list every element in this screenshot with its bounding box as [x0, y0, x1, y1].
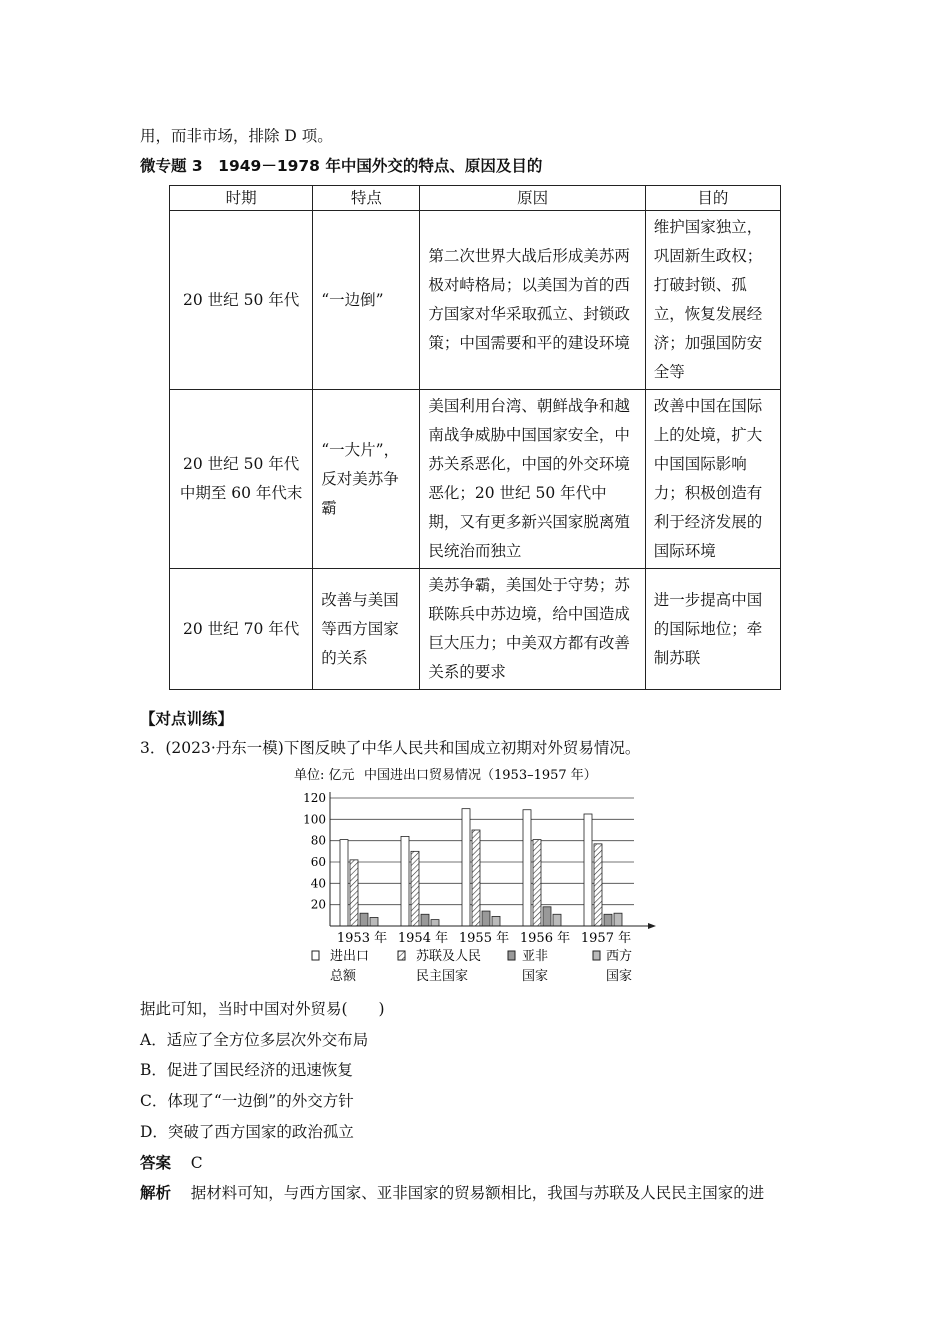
bar-western [492, 916, 500, 926]
chart-bars [340, 809, 622, 926]
analysis-line [140, 1183, 764, 1203]
y-tick-label: 40 [310, 876, 326, 891]
bar-western [553, 914, 561, 926]
x-tick-label: 1953 年 [336, 931, 388, 946]
bar-afroasian [543, 907, 551, 926]
y-tick-label: 120 [303, 791, 326, 805]
cell-reason: 美国利用台湾、朝鲜战争和越南战争威胁中国国家安全，中苏关系恶化，中国的外交环境恶化；20 世纪 50 年代中期，又有更多新兴国家脱离殖民统治而独立 [420, 390, 645, 569]
legend-swatch-western [593, 951, 600, 960]
cell-period: 20 世纪 70 年代 [170, 569, 313, 690]
answer-label: 答案 [140, 1154, 172, 1172]
table-row [170, 211, 781, 390]
chart-x-axis-arrow [648, 923, 656, 929]
question-prompt: 据此可知，当时中国对外贸易( ) [140, 1000, 385, 1018]
legend-label: 国家 [522, 969, 549, 984]
legend-label: 民主国家 [416, 969, 469, 984]
bar-soviet [472, 830, 480, 926]
legend-label: 西方 [606, 949, 633, 964]
legend-swatch-soviet [398, 951, 405, 960]
legend-label: 国家 [606, 969, 633, 984]
intro-line: 用，而非市场，排除 D 项。 [140, 127, 333, 145]
legend-label: 进出口 [330, 949, 370, 964]
legend-swatch-total [312, 951, 319, 960]
option-a: A．适应了全方位多层次外交布局 [140, 1031, 369, 1049]
bar-total [462, 809, 470, 926]
cell-period: 20 世纪 50 年代 [170, 211, 313, 390]
cell-reason: 美苏争霸，美国处于守势；苏联陈兵中苏边境，给中国造成巨大压力；中美双方都有改善关系的要求 [420, 569, 645, 690]
chart-y-ticks [303, 791, 326, 912]
table-row [170, 569, 781, 690]
bar-total [523, 810, 531, 926]
trade-bar-chart [288, 762, 668, 984]
topic-title: 微专题 3 1949－1978 年中国外交的特点、原因及目的 [140, 157, 543, 175]
header-reason: 原因 [420, 186, 645, 211]
bar-western [431, 920, 439, 926]
chart-legend [312, 948, 632, 984]
analysis-text: 据材料可知，与西方国家、亚非国家的贸易额相比，我国与苏联及人民民主国家的进 [190, 1184, 765, 1202]
option-d: D．突破了西方国家的政治孤立 [140, 1123, 354, 1141]
y-tick-label: 20 [310, 897, 326, 912]
diplomacy-table [169, 185, 781, 690]
table-header-row [170, 186, 781, 211]
legend-label: 总额 [330, 969, 357, 984]
option-b: B．促进了国民经济的迅速恢复 [140, 1061, 353, 1079]
bar-afroasian [604, 914, 612, 926]
cell-feature: “一边倒” [313, 211, 420, 390]
option-c: C．体现了“一边倒”的外交方针 [140, 1092, 354, 1110]
bar-soviet [533, 840, 541, 926]
bar-total [584, 814, 592, 926]
y-tick-label: 100 [303, 812, 326, 827]
header-goal: 目的 [645, 186, 780, 211]
bar-western [370, 917, 378, 926]
cell-reason: 第二次世界大战后形成美苏两极对峙格局；以美国为首的西方国家对华采取孤立、封锁政策；中国需要和平的建设环境 [420, 211, 645, 390]
practice-heading: 【对点训练】 [140, 710, 234, 728]
chart-unit-label: 单位: 亿元 [294, 768, 355, 783]
bar-afroasian [360, 913, 368, 926]
answer-value: C [190, 1154, 203, 1172]
x-tick-label: 1955 年 [458, 931, 510, 946]
bar-western [614, 913, 622, 926]
legend-label: 亚非 [522, 949, 549, 964]
cell-feature: “一大片”，反对美苏争霸 [313, 390, 420, 569]
x-tick-label: 1957 年 [580, 931, 632, 946]
bar-soviet [350, 860, 358, 926]
cell-goal: 进一步提高中国的国际地位；牵制苏联 [645, 569, 780, 690]
x-tick-label: 1954 年 [397, 931, 449, 946]
x-tick-label: 1956 年 [519, 931, 571, 946]
analysis-label: 解析 [140, 1184, 172, 1202]
cell-feature: 改善与美国等西方国家的关系 [313, 569, 420, 690]
cell-period: 20 世纪 50 年代中期至 60 年代末 [170, 390, 313, 569]
bar-total [340, 840, 348, 926]
bar-soviet [411, 851, 419, 926]
bar-soviet [594, 844, 602, 926]
y-tick-label: 60 [310, 855, 326, 869]
answer-line [140, 1153, 203, 1173]
legend-label: 苏联及人民 [416, 949, 482, 964]
header-feature: 特点 [313, 186, 420, 211]
y-tick-label: 80 [310, 833, 326, 848]
cell-goal: 改善中国在国际上的处境，扩大中国国际影响力；积极创造有利于经济发展的国际环境 [645, 390, 780, 569]
bar-afroasian [421, 914, 429, 926]
chart-title: 中国进出口贸易情况（1953–1957 年） [364, 768, 597, 783]
bar-total [401, 836, 409, 926]
header-period: 时期 [170, 186, 313, 211]
table-row [170, 390, 781, 569]
chart-x-ticks [337, 930, 631, 946]
question-stem: 3．(2023·丹东一模)下图反映了中华人民共和国成立初期对外贸易情况。 [140, 739, 641, 757]
bar-afroasian [482, 911, 490, 926]
cell-goal: 维护国家独立，巩固新生政权；打破封锁、孤立，恢复发展经济；加强国防安全等 [645, 211, 780, 390]
legend-swatch-afroasian [508, 951, 515, 960]
